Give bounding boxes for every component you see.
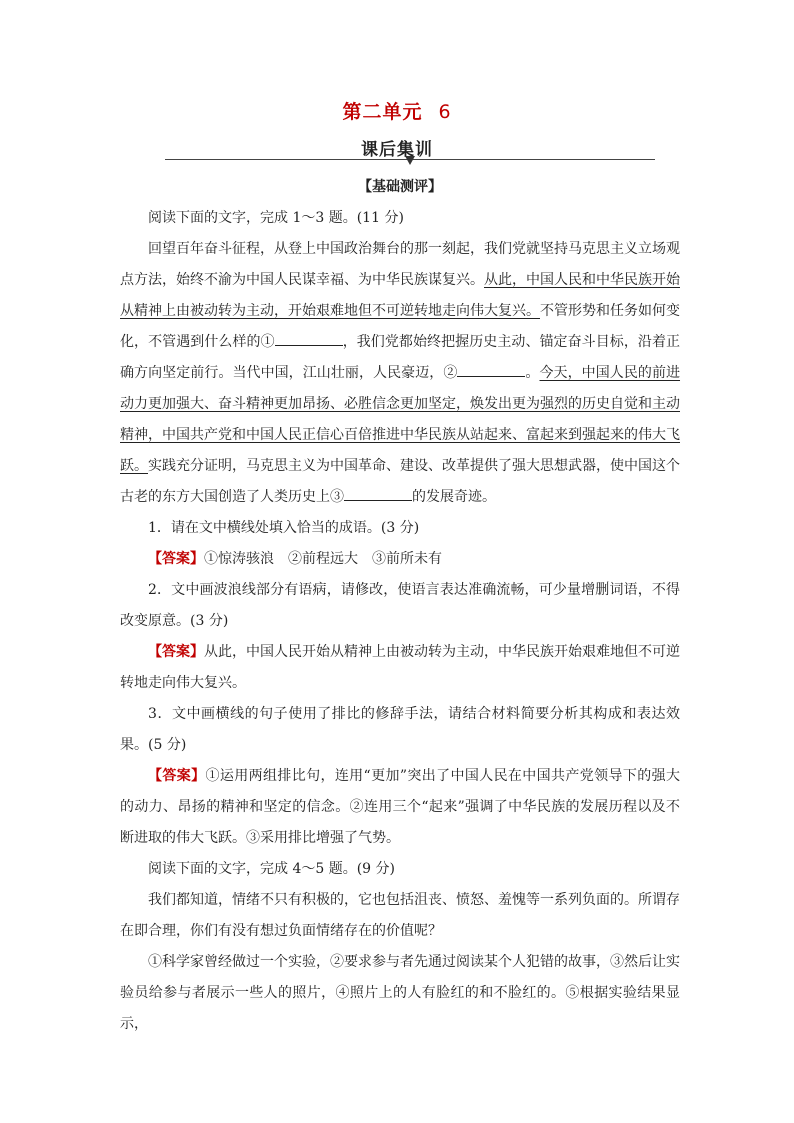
answer-1-text: ①惊涛骇浪 ②前程远大 ③前所未有 (204, 551, 442, 567)
passage2-intro: 阅读下面的文字，完成 4～5 题。(9 分) (148, 861, 395, 877)
passage2-p1: 我们都知道，情绪不只有积极的，它也包括沮丧、愤怒、羞愧等一系列负面的。所谓存在即合理，你们有没有想过负面情绪存在的价值呢？ (120, 892, 680, 939)
wavy-underlined-sentence: 从此，中国人民和中华民族开始从精神上由被动转为主动，开始艰难地但不可逆转地走向伟大复兴。 (120, 272, 680, 319)
passage1-s7: 实践充分证明，马克思主义为中国革命、建设、改革提供了强大思想武器，使中国这个古老的东方大国创造了人类历史上③ (120, 458, 680, 505)
answer-2 (120, 637, 680, 699)
passage1-s4: ，我们党都始终把握历史主动、锚定奋斗目标，沿着正确方向坚定前行。当代中国，江山壮丽，人民豪迈，② (120, 334, 681, 381)
unit-number: 6 (438, 101, 452, 123)
answer-label: 【答案】 (148, 551, 204, 567)
unit-title (0, 97, 794, 124)
question-2: 2．文中画波浪线部分有语病，请修改，使语言表达准确流畅，可少量增删词语，不得改变原意。(3 分) (120, 582, 680, 629)
blank-3 (344, 486, 412, 501)
answer-2-text: 从此，中国人民开始从精神上由被动转为主动，中华民族开始艰难地但不可逆转地走向伟大复兴。 (120, 644, 680, 691)
answer-3 (120, 761, 680, 854)
passage2-p2: ①科学家曾经做过一个实验，②要求参与者先通过阅读某个人犯错的故事，③然后让实验员给参与者展示一些人的照片，④照片上的人有脸红的和不脸红的。⑤根据实验结果显示， (120, 954, 680, 1032)
passage1-s8: 的发展奇迹。 (412, 489, 496, 505)
section-label: 【基础测评】 (358, 179, 442, 195)
section-subtitle: 课后集训 (361, 140, 433, 160)
passage1-s5: 。 (525, 365, 540, 381)
blank-1 (275, 331, 343, 346)
answer-3-text: ①运用两组排比句，连用“更加”突出了中国人民在中国共产党领导下的强大的动力、昂扬的精神和坚定的信念。②连用三个“起来”强调了中华民族的发展历程以及不断进取的伟大飞跃。③采用排比增强了气势。 (120, 768, 681, 846)
passage1-s1: 回望百年奋斗征程，从登上中国政治舞台的那一刻起，我们党就坚持马克思主义立场观点方法，始终不渝为中国人民谋幸福、为中华民族谋复兴。 (120, 241, 680, 288)
answer-label: 【答案】 (148, 644, 204, 660)
answer-1 (120, 544, 680, 575)
question-3: 3．文中画横线的句子使用了排比的修辞手法，请结合材料简要分析其构成和表达效果。(5 分) (120, 706, 680, 753)
answer-label: 【答案】 (148, 768, 206, 784)
unit-title-text: 第二单元 (342, 101, 423, 123)
question-1: 1．请在文中横线处填入恰当的成语。(3 分) (148, 520, 420, 536)
blank-2 (457, 362, 525, 377)
document-body (120, 172, 680, 1040)
passage1-text (120, 234, 680, 513)
triangle-marker-icon (405, 156, 415, 165)
passage1-s3: 不管形势和任务如何变化，不管遇到什么样的① (120, 303, 680, 350)
passage1-intro: 阅读下面的文字，完成 1～3 题。(11 分) (148, 210, 404, 226)
underlined-sentence: 今天，中国人民的前进动力更加强大、奋斗精神更加昂扬、必胜信念更加坚定，焕发出更为强烈的历史自觉和主动精神，中国共产党和中国人民正信心百倍推进中华民族从站起来、富起来到强起来的伟大飞跃。 (120, 365, 681, 474)
